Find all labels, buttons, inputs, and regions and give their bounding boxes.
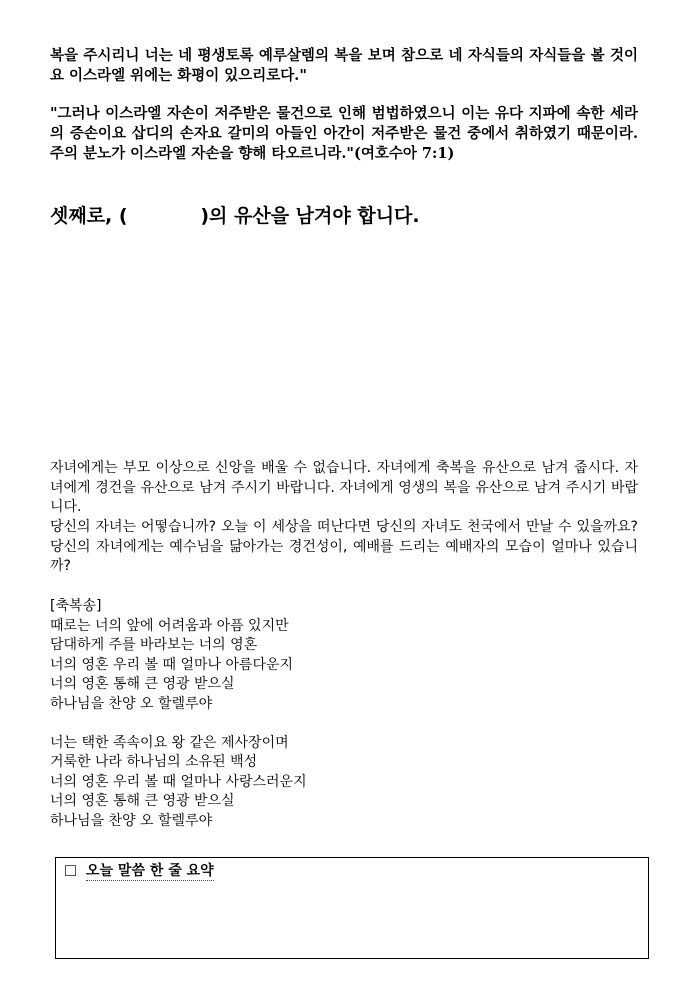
summary-title: 오늘 말씀 한 줄 요약 [86, 860, 214, 881]
song-line: 너의 영혼 통해 큰 영광 받으실 [50, 793, 235, 809]
summary-box[interactable] [55, 857, 649, 959]
scripture-paragraph-2: "그러나 이스라엘 자손이 저주받은 물건으로 인해 범법하였으니 이는 유다 지파에 속한 세라의 증손이요 삽디의 손자요 갈미의 아들인 아간이 저주받은 물건 중에서 취하였기 때문이라. 주의 분노가 이스라엘 자손을 향해 타오르니라."(여호수아 7:1) [50, 105, 638, 162]
summary-header [65, 860, 214, 881]
song-line: 때로는 너의 앞에 어려움과 아픔 있지만 [50, 617, 289, 634]
song-line: 너의 영혼 우리 볼 때 얼마나 아름다운지 [50, 656, 294, 673]
scripture-paragraph-1: 복을 주시리니 너는 네 평생토록 예루살렘의 복을 보며 참으로 네 자식들의 자식들을 볼 것이요 이스라엘 위에는 화평이 있으리로다." [50, 47, 638, 84]
checkbox-icon[interactable] [65, 865, 76, 876]
song-line: 하나님을 찬양 오 할렐루야 [50, 812, 213, 829]
song-line: 담대하게 주를 바라보는 너의 영혼 [50, 637, 258, 653]
song-block [50, 597, 638, 831]
song-title: [축복송] [50, 598, 102, 614]
song-line: 너의 영혼 우리 볼 때 얼마나 사랑스러운지 [50, 773, 307, 790]
song-line: 하나님을 찬양 오 할렐루야 [50, 695, 213, 712]
verse-gap [50, 714, 638, 734]
body-paragraph-2: 당신의 자녀는 어떻습니까? 오늘 이 세상을 떠난다면 당신의 자녀도 천국에서 만날 수 있을까요? 당신의 자녀에게는 예수님을 닮아가는 경건성이, 예배를 드리는 예배자의 모습이 얼마나 있습니까? [50, 519, 638, 574]
section-heading: 셋째로, ( )의 유산을 남겨야 합니다. [50, 205, 420, 227]
body-paragraph-1: 자녀에게는 부모 이상으로 신앙을 배울 수 없습니다. 자녀에게 축복을 유산으로 남겨 줍시다. 자녀에게 경건을 유산으로 남겨 주시기 바랍니다. 자녀에게 영생의 복을 유산으로 남겨 주시기 바랍니다. [50, 460, 638, 515]
song-line: 너는 택한 족속이요 왕 같은 제사장이며 [50, 734, 289, 751]
song-line: 거룩한 나라 하나님의 소유된 백성 [50, 754, 258, 770]
song-line: 너의 영혼 통해 큰 영광 받으실 [50, 676, 235, 692]
